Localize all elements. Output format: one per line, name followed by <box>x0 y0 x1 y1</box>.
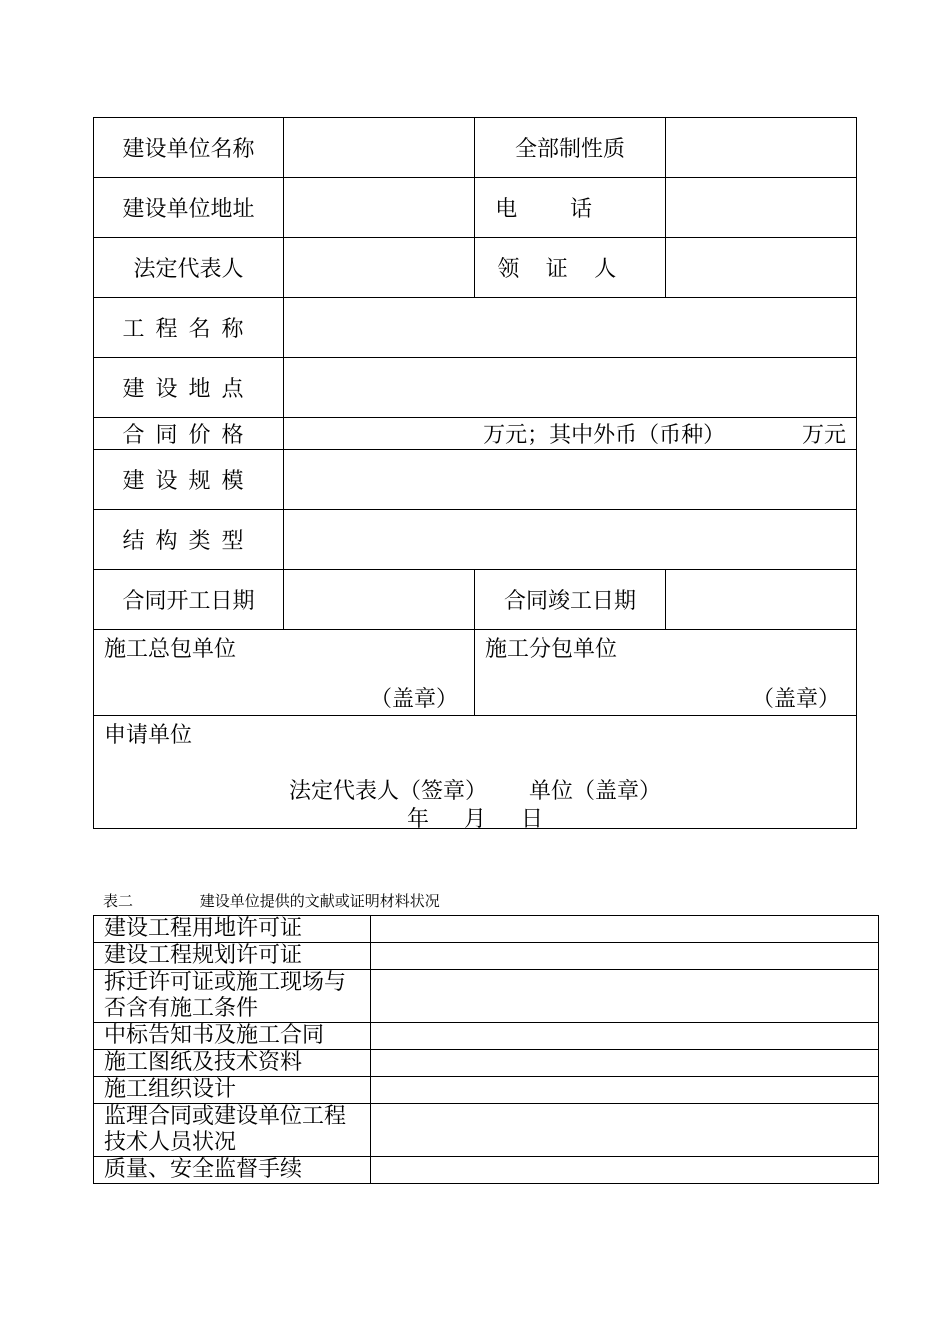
owner-name-field[interactable] <box>284 118 475 178</box>
contract-end-label: 合同竣工日期 <box>475 570 666 630</box>
phone-field[interactable] <box>666 178 857 238</box>
legal-rep-field[interactable] <box>284 238 475 298</box>
doc-row-label: 施工组织设计 <box>94 1077 371 1104</box>
owner-address-field[interactable] <box>284 178 475 238</box>
doc-row-value[interactable] <box>371 1104 879 1157</box>
doc-row-label: 施工图纸及技术资料 <box>94 1050 371 1077</box>
doc-row-label: 质量、安全监督手续 <box>94 1157 371 1184</box>
subcontractor-seal: （盖章） <box>751 687 840 712</box>
doc-row-value[interactable] <box>371 1077 879 1104</box>
legal-rep-label: 法定代表人 <box>94 238 284 298</box>
applicant-date: 年 月 日 <box>407 807 543 832</box>
doc-row-label: 拆迁许可证或施工现场与否含有施工条件 <box>94 970 371 1023</box>
contract-start-field[interactable] <box>284 570 475 630</box>
contract-price-label: 合同价格 <box>94 418 284 450</box>
build-scale-field[interactable] <box>284 450 857 510</box>
doc-row-label: 监理合同或建设单位工程技术人员状况 <box>94 1104 371 1157</box>
owner-address-label: 建设单位地址 <box>94 178 284 238</box>
doc-row-label: 中标告知书及施工合同 <box>94 1023 371 1050</box>
ownership-type-field[interactable] <box>666 118 857 178</box>
project-name-field[interactable] <box>284 298 857 358</box>
ownership-type-label: 全部制性质 <box>475 118 666 178</box>
doc-row-label: 建设工程用地许可证 <box>94 916 371 943</box>
project-name-label: 工程名称 <box>94 298 284 358</box>
contract-start-label: 合同开工日期 <box>94 570 284 630</box>
license-receiver-label: 领证人 <box>475 238 666 298</box>
contract-price-field[interactable]: 万元；其中外币（币种） 万元 <box>284 418 857 450</box>
registration-table <box>93 117 857 832</box>
documents-table <box>93 915 879 1184</box>
doc-row-value[interactable] <box>371 916 879 943</box>
table2-caption: 表二 建设单位提供的文献或证明材料状况 <box>103 892 440 910</box>
site-location-field[interactable] <box>284 358 857 418</box>
general-contractor-seal: （盖章） <box>369 687 458 712</box>
applicant-label: 申请单位 <box>104 723 193 748</box>
structure-type-field[interactable] <box>284 510 857 570</box>
site-location-label: 建设地点 <box>94 358 284 418</box>
phone-label: 电话 <box>475 178 666 238</box>
general-contractor-cell[interactable] <box>94 630 475 716</box>
subcontractor-label: 施工分包单位 <box>485 637 618 662</box>
general-contractor-label: 施工总包单位 <box>104 637 237 662</box>
owner-name-label: 建设单位名称 <box>94 118 284 178</box>
doc-row-value[interactable] <box>371 970 879 1023</box>
doc-row-label: 建设工程规划许可证 <box>94 943 371 970</box>
doc-row-value[interactable] <box>371 1023 879 1050</box>
doc-row-value[interactable] <box>371 1050 879 1077</box>
doc-row-value[interactable] <box>371 943 879 970</box>
contract-end-field[interactable] <box>666 570 857 630</box>
subcontractor-cell[interactable] <box>475 630 857 716</box>
applicant-signature: 法定代表人（签章） 单位（盖章） <box>289 779 661 804</box>
license-receiver-field[interactable] <box>666 238 857 298</box>
applicant-cell[interactable] <box>94 716 857 832</box>
structure-type-label: 结构类型 <box>94 510 284 570</box>
build-scale-label: 建设规模 <box>94 450 284 510</box>
doc-row-value[interactable] <box>371 1157 879 1184</box>
